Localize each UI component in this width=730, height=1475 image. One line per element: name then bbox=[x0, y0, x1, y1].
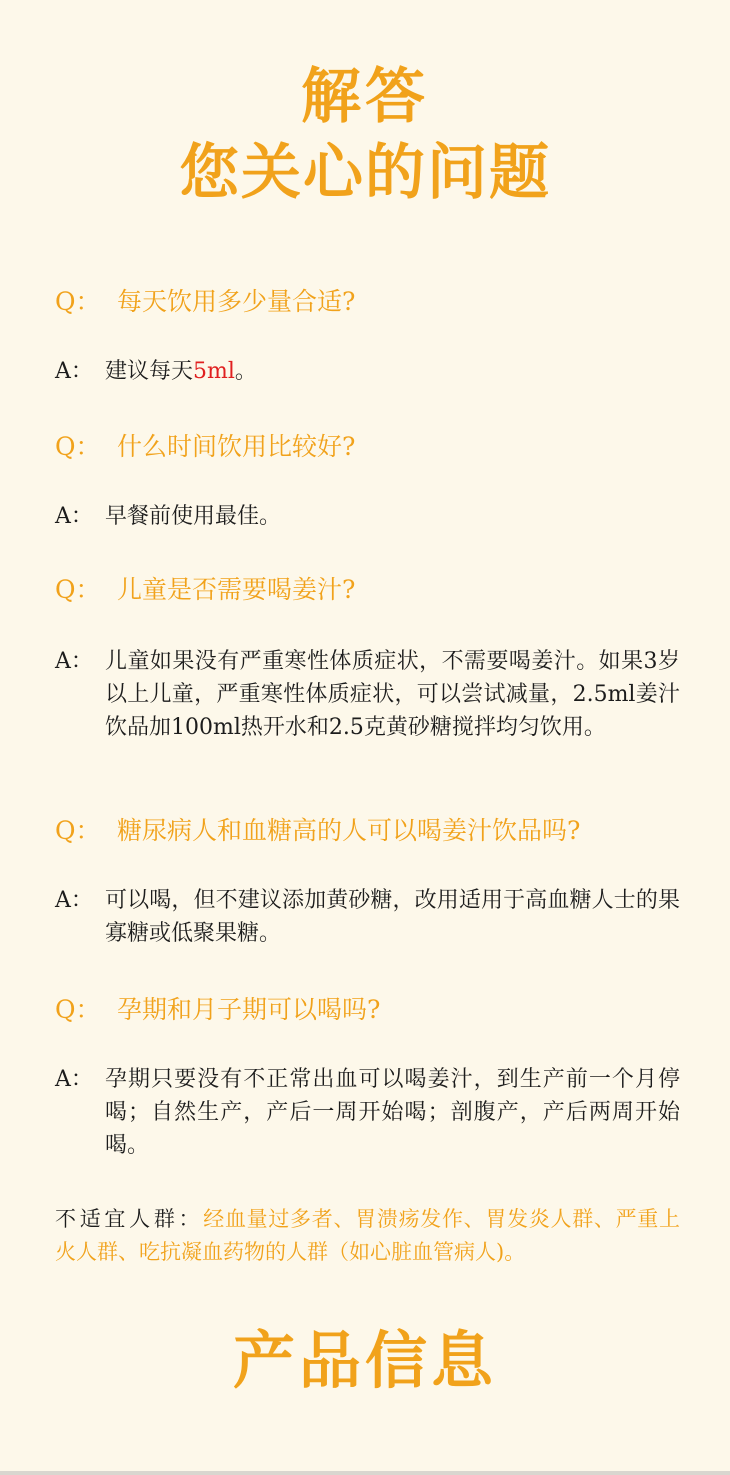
unsuitable-groups-label: 不适宜人群： bbox=[55, 1207, 204, 1231]
bottom-divider bbox=[0, 1471, 730, 1475]
faq-answer-5 bbox=[55, 1063, 680, 1162]
answer-marker: A： bbox=[55, 649, 93, 674]
answer-text: 可以喝，但不建议添加黄砂糖，改用适用于高血糖人士的果寡糖或低聚果糖。 bbox=[105, 888, 680, 946]
answer-text: 建议每天 bbox=[105, 359, 194, 384]
faq-question-2 bbox=[55, 431, 695, 463]
question-text: 孕期和月子期可以喝吗? bbox=[117, 995, 381, 1024]
question-marker: Q： bbox=[55, 816, 101, 845]
page-subtitle: 您关心的问题 bbox=[179, 138, 551, 208]
question-marker: Q： bbox=[55, 287, 101, 316]
answer-suffix: 。 bbox=[234, 359, 257, 384]
question-marker: Q： bbox=[55, 575, 101, 604]
unsuitable-groups-note bbox=[55, 1203, 680, 1269]
answer-marker: A： bbox=[55, 1067, 93, 1092]
faq-question-3 bbox=[55, 574, 695, 606]
answer-marker: A： bbox=[55, 888, 93, 913]
faq-answer-2 bbox=[55, 500, 680, 533]
faq-question-1 bbox=[55, 286, 695, 318]
unsuitable-groups-text: 经血量过多者、胃溃疡发作、胃发炎人群、严重上火人群、吃抗凝血药物的人群（如心脏血管病人)。 bbox=[55, 1207, 681, 1264]
answer-text: 孕期只要没有不正常出血可以喝姜汁，到生产前一个月停喝；自然生产，产后一周开始喝；剖腹产，产后两周开始喝。 bbox=[105, 1067, 680, 1158]
question-marker: Q： bbox=[55, 995, 101, 1024]
page-title: 解答 bbox=[301, 62, 429, 132]
question-text: 儿童是否需要喝姜汁? bbox=[117, 575, 356, 604]
question-marker: Q： bbox=[55, 432, 101, 461]
faq-question-5 bbox=[55, 994, 695, 1026]
faq-answer-4 bbox=[55, 884, 680, 950]
dose-highlight: 5ml bbox=[193, 359, 235, 384]
product-info-heading: 产品信息 bbox=[232, 1324, 497, 1397]
faq-answer-3 bbox=[55, 645, 680, 744]
question-text: 什么时间饮用比较好? bbox=[117, 432, 356, 461]
faq-answer-1 bbox=[55, 355, 680, 388]
question-text: 每天饮用多少量合适? bbox=[117, 287, 356, 316]
answer-marker: A： bbox=[55, 359, 93, 384]
answer-text: 儿童如果没有严重寒性体质症状，不需要喝姜汁。如果3岁以上儿童，严重寒性体质症状，可以尝试减量，2.5ml姜汁饮品加100ml热开水和2.5克黄砂糖搅拌均匀饮用。 bbox=[105, 649, 680, 740]
faq-question-4 bbox=[55, 815, 695, 847]
answer-marker: A： bbox=[55, 504, 93, 529]
question-text: 糖尿病人和血糖高的人可以喝姜汁饮品吗? bbox=[117, 816, 581, 845]
answer-text: 早餐前使用最佳。 bbox=[105, 504, 282, 529]
